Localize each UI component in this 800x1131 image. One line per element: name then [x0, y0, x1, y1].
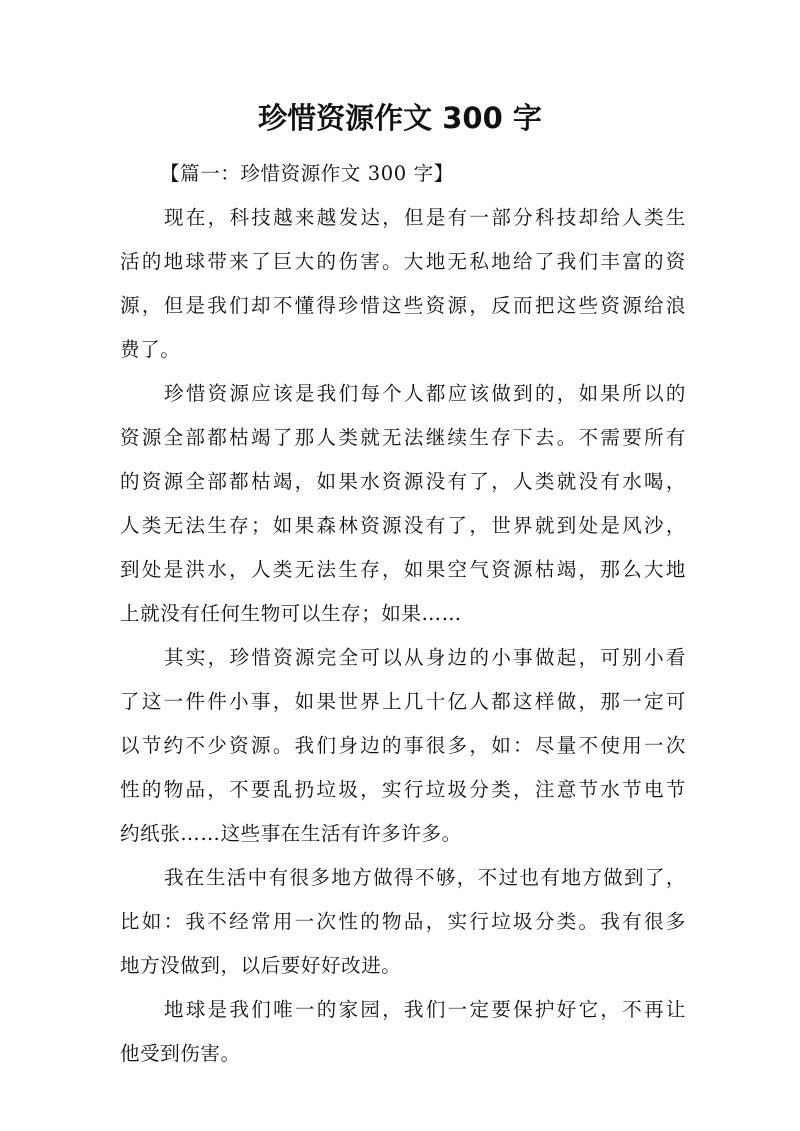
paragraph-2 [120, 372, 686, 636]
paragraph-line: 性的物品，不要乱扔垃圾，实行垃圾分类，注意节水节电节 [120, 778, 686, 801]
paragraph-line: 珍惜资源应该是我们每个人都应该做到的，如果所以的 [164, 382, 686, 405]
paragraph-line: 他受到伤害。 [120, 1042, 241, 1065]
paragraph-5 [120, 988, 686, 1076]
paragraph-line: 费了。 [120, 338, 181, 361]
paragraph-line: 上就没有任何生物可以生存；如果…… [120, 602, 462, 625]
paragraph-line: 现在，科技越来越发达，但是有一部分科技却给人类生 [164, 206, 686, 229]
paragraph-line: 源，但是我们却不懂得珍惜这些资源，反而把这些资源给浪 [120, 294, 686, 317]
paragraph-line: 人类无法生存；如果森林资源没有了，世界就到处是风沙， [120, 514, 686, 537]
paragraph-line: 到处是洪水，人类无法生存，如果空气资源枯竭，那么大地 [120, 558, 686, 581]
paragraph-line: 约纸张……这些事在生活有许多许多。 [120, 822, 462, 845]
paragraph-line: 地球是我们唯一的家园，我们一定要保护好它，不再让 [164, 998, 686, 1021]
paragraph-line: 以节约不少资源。我们身边的事很多，如：尽量不使用一次 [120, 734, 686, 757]
section-heading: 【篇一：珍惜资源作文 300 字】 [160, 162, 454, 185]
document-body [120, 152, 686, 1076]
paragraph-line: 地方没做到，以后要好好改进。 [120, 954, 402, 977]
paragraph-line: 了这一件件小事，如果世界上几十亿人都这样做，那一定可 [120, 690, 686, 713]
paragraph-3 [120, 636, 686, 856]
paragraph-line: 其实，珍惜资源完全可以从身边的小事做起，可别小看 [164, 646, 686, 669]
paragraph-line: 资源全部都枯竭了那人类就无法继续生存下去。不需要所有 [120, 426, 686, 449]
document-title: 珍惜资源作文 300 字 [258, 101, 542, 135]
paragraph-line: 比如：我不经常用一次性的物品，实行垃圾分类。我有很多 [120, 910, 686, 933]
paragraph-4 [120, 856, 686, 988]
paragraph-line: 的资源全部都枯竭，如果水资源没有了，人类就没有水喝， [120, 470, 686, 493]
paragraph-line: 我在生活中有很多地方做得不够，不过也有地方做到了， [164, 866, 686, 889]
paragraph-line: 活的地球带来了巨大的伤害。大地无私地给了我们丰富的资 [120, 250, 686, 273]
paragraph-1 [120, 196, 686, 372]
